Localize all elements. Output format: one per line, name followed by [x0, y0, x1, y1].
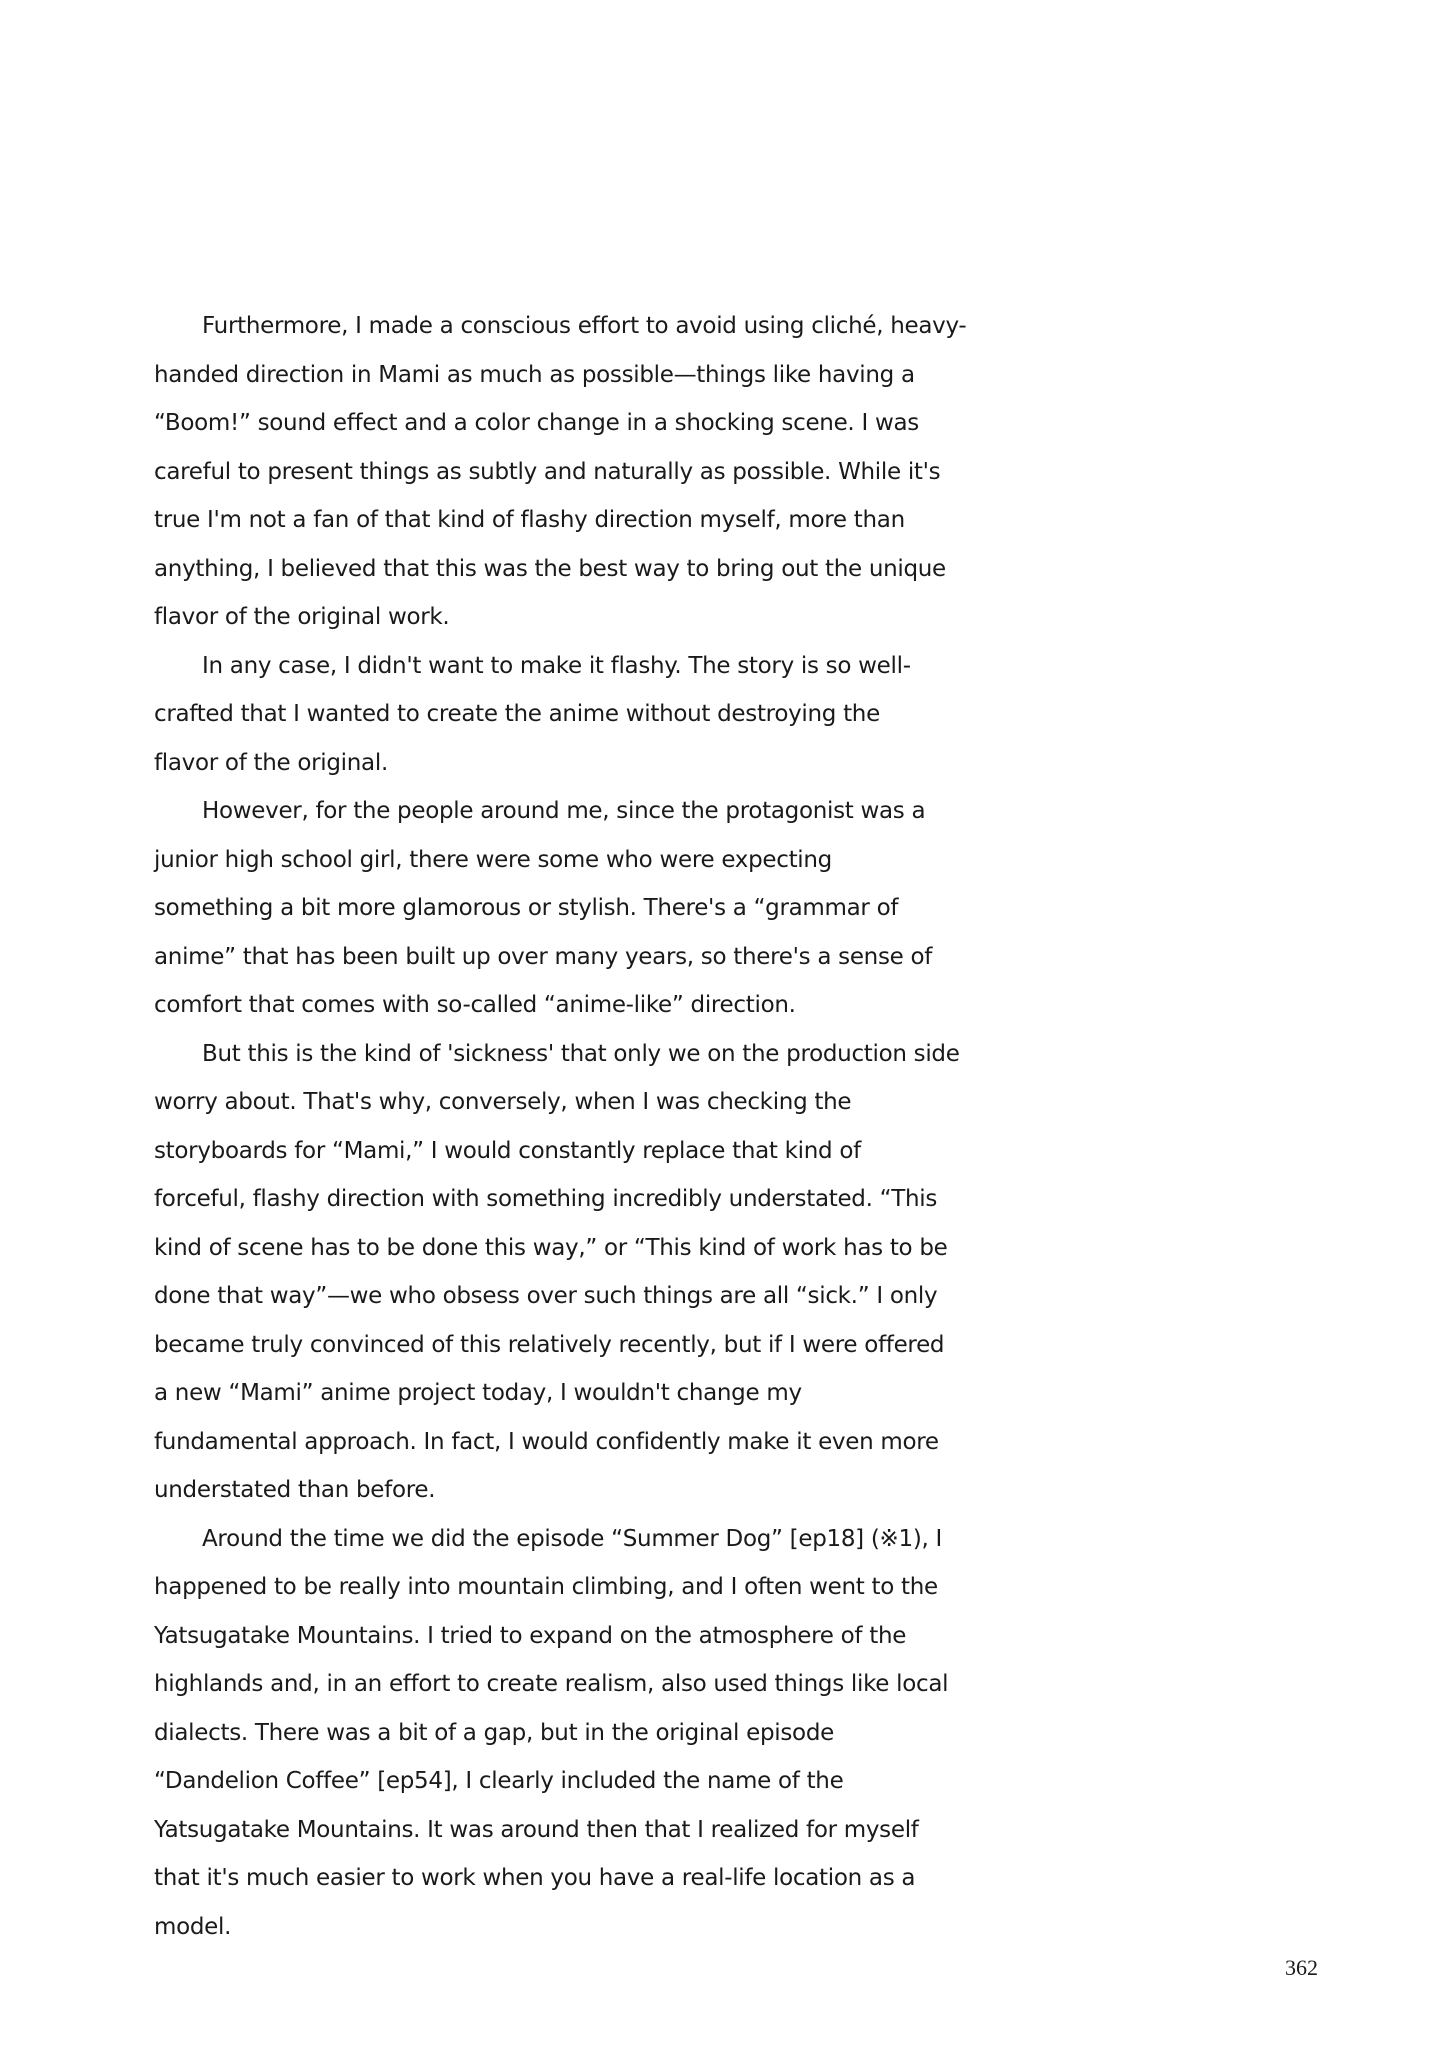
text-line: anime” that has been built up over many years, so there's a sense of: [154, 943, 933, 970]
text-line: worry about. That's why, conversely, when I was checking the: [154, 1089, 852, 1115]
text-line: Yatsugatake Mountains. It was around then that I realized for myself: [154, 1816, 919, 1843]
text-line: anything, I believed that this was the best way to bring out the unique: [154, 555, 946, 582]
text-line: done that way”—we who obsess over such things are all “sick.” I only: [154, 1283, 938, 1309]
text-line: dialects. There was a bit of a gap, but in the original episode: [154, 1719, 834, 1746]
text-line: kind of scene has to be done this way,” or “This kind of work has to be: [154, 1234, 948, 1261]
text-line: But this is the kind of 'sickness' that only we on the production side: [202, 1040, 960, 1067]
page-number: 362: [1285, 1955, 1318, 1980]
text-line: forceful, flashy direction with something incredibly understated. “This: [154, 1186, 938, 1212]
text-line: handed direction in Mami as much as possible—things like having a: [154, 361, 915, 388]
text-line: “Dandelion Coffee” [ep54], I clearly included the name of the: [154, 1768, 844, 1794]
text-line: flavor of the original.: [154, 749, 388, 776]
text-line: Around the time we did the episode “Summer Dog” [ep18] (※1), I: [202, 1525, 942, 1552]
text-line: In any case, I didn't want to make it flashy. The story is so well-: [202, 652, 911, 679]
text-line: a new “Mami” anime project today, I wouldn't change my: [154, 1380, 802, 1406]
text-line: happened to be really into mountain climbing, and I often went to the: [154, 1574, 938, 1600]
text-line: something a bit more glamorous or stylish. There's a “grammar of: [154, 895, 899, 921]
text-line: comfort that comes with so-called “anime-like” direction.: [154, 992, 796, 1018]
text-line: true I'm not a fan of that kind of flashy direction myself, more than: [154, 507, 905, 533]
text-line: that it's much easier to work when you have a real-life location as a: [154, 1865, 916, 1891]
text-line: Furthermore, I made a conscious effort to avoid using cliché, heavy-: [202, 313, 967, 339]
text-line: understated than before.: [154, 1477, 436, 1503]
body-text: [154, 302, 1354, 1951]
text-line: Yatsugatake Mountains. I tried to expand on the atmosphere of the: [154, 1622, 907, 1649]
text-line: junior high school girl, there were some who were expecting: [154, 846, 832, 873]
text-line: model.: [154, 1913, 232, 1940]
text-line: crafted that I wanted to create the anime without destroying the: [154, 701, 880, 727]
text-line: flavor of the original work.: [154, 604, 450, 630]
text-line: became truly convinced of this relatively recently, but if I were offered: [154, 1331, 945, 1358]
text-line: highlands and, in an effort to create realism, also used things like local: [154, 1671, 949, 1697]
text-line: fundamental approach. In fact, I would confidently make it even more: [154, 1428, 939, 1455]
text-line: However, for the people around me, since the protagonist was a: [202, 798, 926, 824]
text-line: storyboards for “Mami,” I would constantly replace that kind of: [154, 1137, 861, 1164]
text-line: “Boom!” sound effect and a color change in a shocking scene. I was: [154, 410, 919, 436]
text-line: careful to present things as subtly and naturally as possible. While it's: [154, 458, 941, 485]
